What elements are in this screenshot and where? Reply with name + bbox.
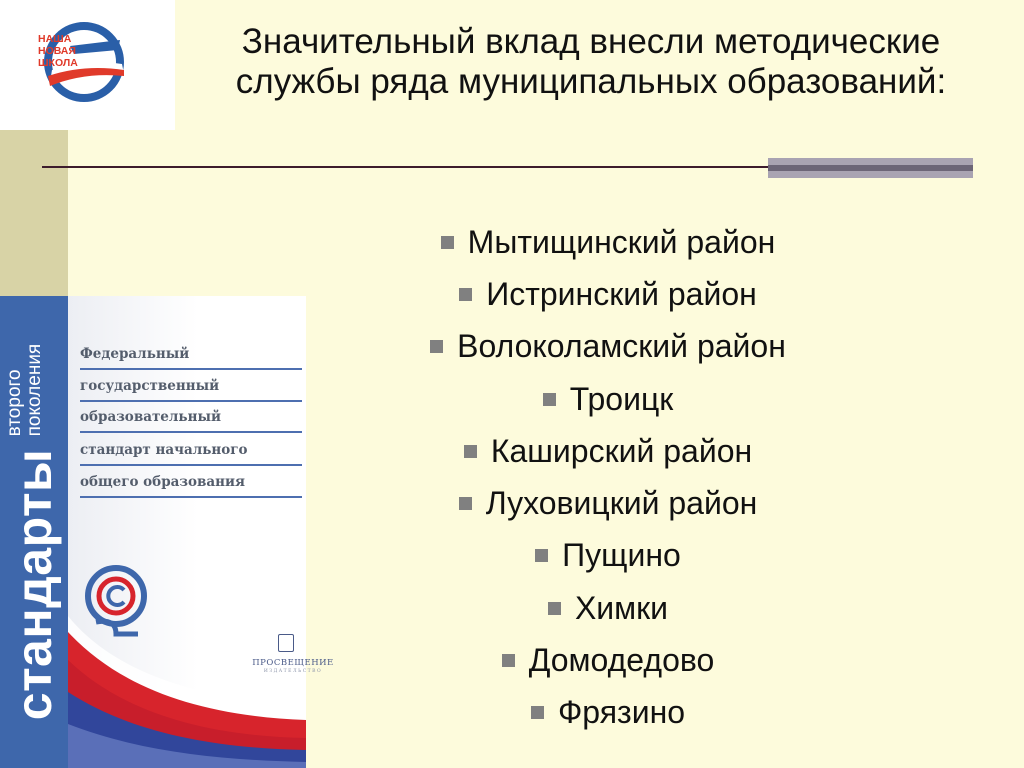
list-item-label: Химки	[574, 589, 669, 626]
bullet-square-icon	[531, 706, 544, 719]
spine-title: стандарты	[6, 448, 62, 721]
spine-subtitle-1: второго	[4, 369, 25, 437]
bullet-square-icon	[535, 549, 548, 562]
logo-nasha-novaya-shkola	[0, 0, 175, 130]
bullet-square-icon	[502, 654, 515, 667]
bullet-square-icon	[459, 288, 472, 301]
logo-line-2: НОВАЯ	[38, 45, 76, 57]
list-item	[318, 634, 898, 686]
logo-text	[38, 33, 98, 69]
book-emblem-icon	[82, 560, 152, 644]
municipality-list	[318, 216, 898, 739]
slide-title	[176, 22, 1006, 102]
book-waves-graphic	[0, 296, 306, 768]
bullet-square-icon	[459, 497, 472, 510]
list-item	[318, 373, 898, 425]
bullet-square-icon	[548, 602, 561, 615]
logo-line-3: ШКОЛА	[38, 57, 78, 69]
list-item	[318, 321, 898, 373]
slide-title-line-1: Значительный вклад внесли методические	[241, 22, 941, 61]
list-item-label: Истринский район	[486, 275, 757, 312]
title-divider-accent	[768, 158, 973, 178]
cover-line-5: общего образования	[80, 474, 302, 498]
book-cover-image	[0, 296, 334, 768]
list-item-label: Фрязино	[557, 694, 686, 731]
list-item-label: Каширский район	[490, 432, 753, 469]
bullet-square-icon	[543, 393, 556, 406]
cover-line-2: государственный	[80, 378, 302, 402]
spine-subtitle-2: поколения	[24, 343, 45, 437]
slide-title-line-2: службы ряда муниципальных образований:	[235, 62, 947, 101]
logo-line-1: НАША	[38, 33, 72, 45]
list-item	[318, 268, 898, 320]
cover-line-3: образовательный	[80, 409, 302, 433]
list-item-label: Домодедово	[528, 642, 715, 679]
cover-line-4: стандарт начального	[80, 442, 302, 466]
list-item-label: Мытищинский район	[467, 223, 776, 260]
list-item	[318, 687, 898, 739]
list-item	[318, 216, 898, 268]
list-item	[318, 530, 898, 582]
list-item	[318, 582, 898, 634]
cover-line-1: Федеральный	[80, 346, 302, 370]
publisher-name: ПРОСВЕЩЕНИЕ	[252, 658, 334, 668]
list-item-label: Волоколамский район	[457, 328, 786, 365]
list-item-label: Луховицкий район	[485, 485, 758, 522]
publisher-sub: ИЗДАТЕЛЬСТВО	[263, 669, 323, 674]
bullet-square-icon	[430, 340, 443, 353]
bullet-square-icon	[464, 445, 477, 458]
bullet-square-icon	[441, 236, 454, 249]
list-item-label: Троицк	[569, 380, 674, 417]
list-item	[318, 425, 898, 477]
list-item	[318, 477, 898, 529]
list-item-label: Пущино	[562, 537, 681, 574]
